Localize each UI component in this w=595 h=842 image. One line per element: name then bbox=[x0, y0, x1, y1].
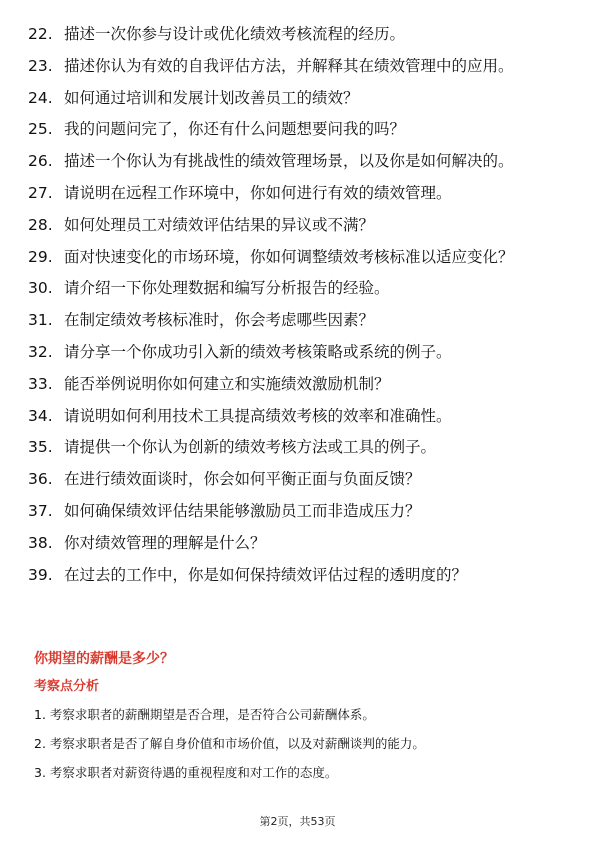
question-text: 请说明在远程工作环境中，你如何进行有效的绩效管理。 bbox=[64, 183, 452, 202]
question-number: 32. bbox=[28, 342, 53, 361]
question-item bbox=[28, 150, 568, 172]
question-item bbox=[28, 182, 568, 204]
question-item bbox=[28, 55, 568, 77]
question-text: 如何通过培训和发展计划改善员工的绩效？ bbox=[64, 88, 359, 107]
question-text: 描述一次你参与设计或优化绩效考核流程的经历。 bbox=[64, 25, 406, 43]
question-text: 我的问题问完了，你还有什么问题想要问我的吗？ bbox=[64, 120, 406, 139]
question-text: 描述一个你认为有挑战性的绩效管理场景，以及你是如何解决的。 bbox=[64, 152, 514, 171]
question-text: 请介绍一下你处理数据和编写分析报告的经验。 bbox=[64, 279, 390, 298]
question-number: 22. bbox=[28, 25, 53, 43]
question-item bbox=[28, 246, 568, 268]
question-item bbox=[28, 564, 568, 586]
question-text: 能否举例说明你如何建立和实施绩效激励机制？ bbox=[64, 374, 390, 393]
question-text: 在过去的工作中，你是如何保持绩效评估过程的透明度的？ bbox=[64, 565, 468, 584]
question-item bbox=[28, 118, 568, 140]
question-text: 面对快速变化的市场环境，你如何调整绩效考核标准以适应变化？ bbox=[64, 247, 514, 266]
question-text: 在进行绩效面谈时，你会如何平衡正面与负面反馈？ bbox=[64, 470, 421, 489]
question-item bbox=[28, 277, 568, 299]
analysis-point: 2. 考察求职者是否了解自身价值和市场价值，以及对薪酬谈判的能力。 bbox=[34, 736, 425, 751]
question-item bbox=[28, 309, 568, 331]
question-number: 29. bbox=[28, 247, 53, 266]
question-text: 在制定绩效考核标准时，你会考虑哪些因素？ bbox=[64, 311, 375, 330]
question-item bbox=[28, 468, 568, 490]
section-subtitle: 考察点分析 bbox=[34, 679, 100, 694]
question-item bbox=[28, 500, 568, 522]
question-number: 36. bbox=[28, 470, 53, 489]
question-item bbox=[28, 87, 568, 109]
question-text: 请提供一个你认为创新的绩效考核方法或工具的例子。 bbox=[64, 438, 437, 457]
analysis-points bbox=[34, 707, 564, 794]
analysis-point: 1. 考察求职者的薪酬期望是否合理，是否符合公司薪酬体系。 bbox=[34, 707, 375, 722]
question-number: 34. bbox=[28, 406, 53, 425]
page-footer: 第2页，共53页 bbox=[259, 815, 336, 828]
question-number: 30. bbox=[28, 279, 53, 298]
question-number: 28. bbox=[28, 215, 53, 234]
question-number: 37. bbox=[28, 501, 53, 520]
question-number: 35. bbox=[28, 438, 53, 457]
question-list bbox=[28, 23, 568, 595]
question-item bbox=[28, 532, 568, 554]
question-number: 24. bbox=[28, 88, 53, 107]
question-item bbox=[28, 373, 568, 395]
question-text: 你对绩效管理的理解是什么？ bbox=[64, 533, 266, 552]
section-title: 你期望的薪酬是多少？ bbox=[34, 651, 174, 667]
question-text: 描述你认为有效的自我评估方法，并解释其在绩效管理中的应用。 bbox=[64, 56, 514, 75]
question-number: 31. bbox=[28, 311, 53, 330]
question-item bbox=[28, 405, 568, 427]
question-number: 25. bbox=[28, 120, 53, 139]
question-text: 如何确保绩效评估结果能够激励员工而非造成压力？ bbox=[64, 501, 421, 520]
question-item bbox=[28, 214, 568, 236]
question-number: 39. bbox=[28, 565, 53, 584]
question-text: 如何处理员工对绩效评估结果的异议或不满？ bbox=[64, 215, 375, 234]
question-item bbox=[28, 436, 568, 458]
question-number: 26. bbox=[28, 152, 53, 171]
question-item bbox=[28, 23, 568, 45]
question-text: 请分享一个你成功引入新的绩效考核策略或系统的例子。 bbox=[64, 342, 452, 361]
question-number: 38. bbox=[28, 533, 53, 552]
question-text: 请说明如何利用技术工具提高绩效考核的效率和准确性。 bbox=[64, 406, 452, 425]
analysis-point: 3. 考察求职者对薪资待遇的重视程度和对工作的态度。 bbox=[34, 765, 338, 780]
question-number: 33. bbox=[28, 374, 53, 393]
question-item bbox=[28, 341, 568, 363]
question-number: 23. bbox=[28, 56, 53, 75]
question-number: 27. bbox=[28, 183, 53, 202]
